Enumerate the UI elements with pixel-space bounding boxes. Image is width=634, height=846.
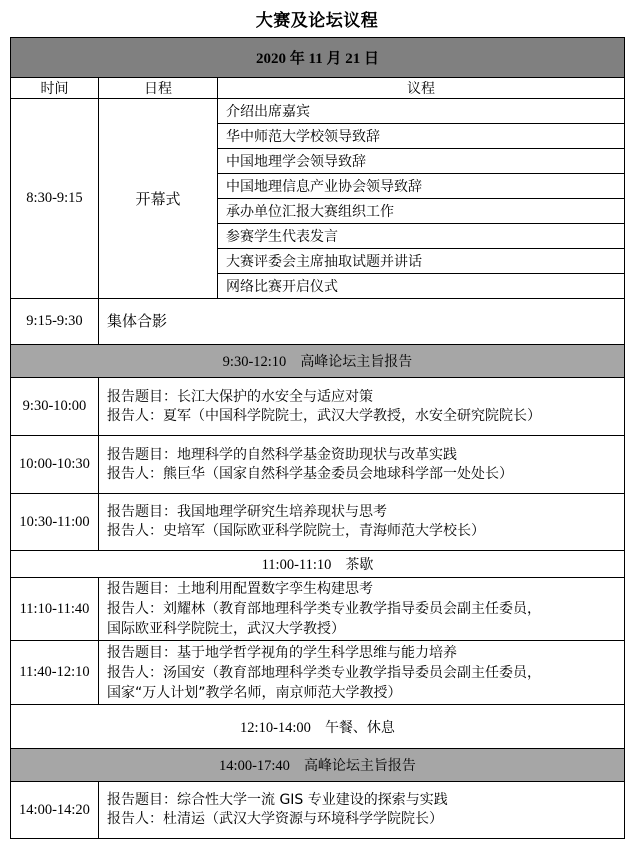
talk-row [11,782,625,839]
section-label: 高峰论坛主旨报告 [303,758,416,774]
talk-row [11,494,625,551]
talk-row [11,436,625,494]
break-row [11,551,625,578]
talk-speaker-affiliation: 国家“万人计划”教学名师，南京师范大学教授） [107,684,402,701]
talk-speaker: 报告人：汤国安（教育部地理科学类专业教学指导委员会副主任委员， [107,664,541,681]
talk-title: 报告题目：地理科学的自然科学基金资助现状与改革实践 [107,446,457,463]
section-time: 9:30-12:10 [222,354,287,370]
photo-row [11,299,625,345]
talk-title: 报告题目：基于地学哲学视角的学生科学思维与能力培养 [107,644,457,661]
section-row [11,345,625,378]
talk-row [11,641,625,705]
photo-label: 集体合影 [99,299,625,345]
talk-speaker-affiliation: 国际欧亚科学院院士，武汉大学教授） [107,621,345,637]
opening-item: 网络比赛开启仪式 [218,274,625,299]
break-time: 11:00-11:10 [261,557,332,573]
opening-item: 介绍出席嘉宾 [218,99,625,124]
talk-row [11,578,625,641]
opening-item: 华中师范大学校领导致辞 [218,124,625,149]
talk-time: 10:00-10:30 [11,436,99,494]
talk-time: 9:30-10:00 [11,378,99,436]
photo-time: 9:15-9:30 [11,299,99,345]
opening-label: 开幕式 [99,99,218,299]
opening-item: 参赛学生代表发言 [218,224,625,249]
talk-time: 14:00-14:20 [11,782,99,839]
agenda-table [10,37,625,839]
talk-speaker: 报告人：杜清运（武汉大学资源与环境科学学院院长） [107,811,443,827]
break-label: 茶歇 [345,557,374,573]
talk-time: 11:40-12:10 [11,641,99,705]
section-time: 14:00-17:40 [219,758,290,774]
column-header-schedule: 日程 [99,78,218,99]
talk-speaker: 报告人：夏军（中国科学院院士，武汉大学教授，水安全研究院院长） [107,407,541,424]
opening-item: 中国地理信息产业协会领导致辞 [218,174,625,199]
talk-speaker: 报告人：刘耀林（教育部地理科学类专业教学指导委员会副主任委员， [107,601,541,617]
talk-row [11,378,625,436]
column-header-row [11,78,625,99]
opening-time: 8:30-9:15 [11,99,99,299]
opening-item: 承办单位汇报大赛组织工作 [218,199,625,224]
section-label: 高峰论坛主旨报告 [300,354,413,370]
date-header: 2020 年 11 月 21 日 [11,38,625,78]
talk-title: 报告题目：综合性大学一流 GIS 专业建设的探索与实践 [107,792,448,808]
column-header-time: 时间 [11,78,99,99]
talk-title: 报告题目：土地利用配置数字孪生构建思考 [107,581,373,597]
break-label: 午餐、休息 [324,719,395,736]
section-row [11,749,625,782]
talk-title: 报告题目：长江大保护的水安全与适应对策 [107,388,373,405]
column-header-agenda: 议程 [218,78,625,99]
break-row [11,705,625,749]
talk-speaker: 报告人：史培军（国际欧亚科学院院士，青海师范大学校长） [107,523,485,539]
opening-row [11,99,625,124]
talk-title: 报告题目：我国地理学研究生培养现状与思考 [107,504,387,520]
break-time: 12:10-14:00 [240,719,311,736]
opening-item: 中国地理学会领导致辞 [218,149,625,174]
opening-item: 大赛评委会主席抽取试题并讲话 [218,249,625,274]
talk-time: 10:30-11:00 [11,494,99,551]
date-header-row [11,38,625,78]
page-title: 大赛及论坛议程 [255,11,379,31]
talk-time: 11:10-11:40 [11,578,99,641]
talk-speaker: 报告人：熊巨华（国家自然科学基金委员会地球科学部一处处长） [107,465,513,482]
